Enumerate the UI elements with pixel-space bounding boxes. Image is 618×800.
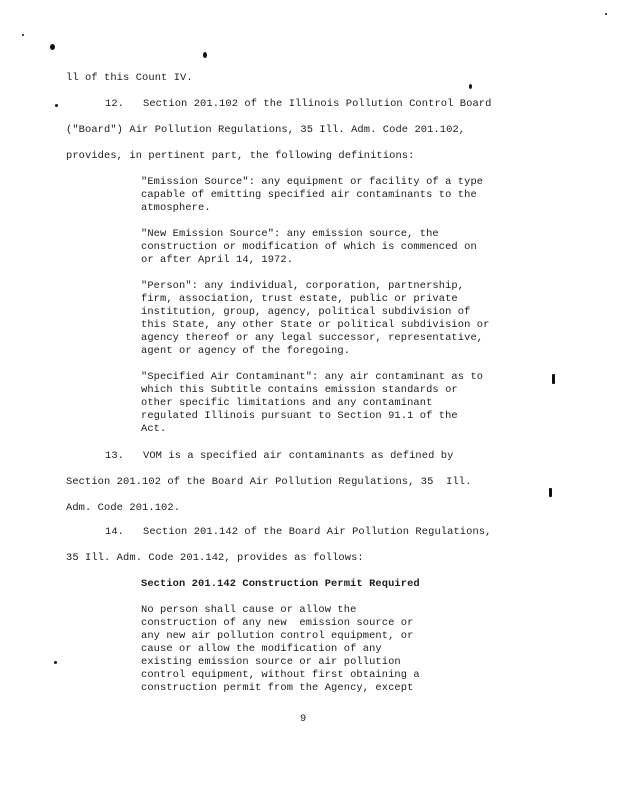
text-line: capable of emitting specified air contaminants to the bbox=[141, 189, 477, 201]
text-line: agent or agency of the foregoing. bbox=[141, 345, 351, 357]
section-heading: Section 201.142 Construction Permit Required bbox=[141, 578, 420, 590]
text-line: ("Board") Air Pollution Regulations, 35 Ill. Adm. Code 201.102, bbox=[66, 124, 466, 136]
scan-speck bbox=[552, 374, 555, 384]
text-line: 12. Section 201.102 of the Illinois Pollution Control Board bbox=[105, 98, 492, 110]
text-line: No person shall cause or allow the bbox=[141, 604, 357, 616]
text-line: 35 Ill. Adm. Code 201.142, provides as follows: bbox=[66, 552, 364, 564]
text-line: "Emission Source": any equipment or facility of a type bbox=[141, 176, 484, 188]
text-line: "Specified Air Contaminant": any air contaminant as to bbox=[141, 371, 484, 383]
scan-speck bbox=[22, 34, 24, 36]
text-line: control equipment, without first obtaining a bbox=[141, 669, 420, 681]
text-line: institution, group, agency, political subdivision of bbox=[141, 306, 471, 318]
scan-speck bbox=[469, 84, 472, 89]
text-line: "Person": any individual, corporation, partnership, bbox=[141, 280, 465, 292]
text-line: Section 201.102 of the Board Air Pollution Regulations, 35 Ill. bbox=[66, 476, 472, 488]
page-number: 9 bbox=[300, 713, 307, 725]
text-line: firm, association, trust estate, public or private bbox=[141, 293, 458, 305]
text-line: construction of any new emission source or bbox=[141, 617, 414, 629]
text-line: 13. VOM is a specified air contaminants as defined by bbox=[105, 450, 454, 462]
text-line: which this Subtitle contains emission standards or bbox=[141, 384, 458, 396]
text-line: 14. Section 201.142 of the Board Air Pollution Regulations, bbox=[105, 526, 492, 538]
text-line: other specific limitations and any contaminant bbox=[141, 397, 433, 409]
scan-speck bbox=[605, 13, 607, 15]
text-line: existing emission source or air pollution bbox=[141, 656, 401, 668]
text-line: or after April 14, 1972. bbox=[141, 254, 294, 266]
scan-speck bbox=[549, 488, 552, 497]
text-line: this State, any other State or political subdivision or bbox=[141, 319, 490, 331]
text-line: construction or modification of which is commenced on bbox=[141, 241, 477, 253]
text-line: "New Emission Source": any emission source, the bbox=[141, 228, 439, 240]
text-line: provides, in pertinent part, the following definitions: bbox=[66, 150, 415, 162]
text-line: Adm. Code 201.102. bbox=[66, 502, 181, 514]
scan-speck bbox=[50, 44, 55, 50]
text-line: any new air pollution control equipment, or bbox=[141, 630, 414, 642]
text-line: agency thereof or any legal successor, representative, bbox=[141, 332, 484, 344]
scan-speck bbox=[203, 52, 207, 58]
text-line: regulated Illinois pursuant to Section 91.1 of the bbox=[141, 410, 458, 422]
text-line: Act. bbox=[141, 423, 167, 435]
text-line: atmosphere. bbox=[141, 202, 211, 214]
text-line: construction permit from the Agency, except bbox=[141, 682, 414, 694]
text-line: cause or allow the modification of any bbox=[141, 643, 382, 655]
scan-speck bbox=[54, 661, 57, 664]
scan-speck bbox=[55, 104, 58, 107]
text-line: ll of this Count IV. bbox=[66, 72, 193, 84]
